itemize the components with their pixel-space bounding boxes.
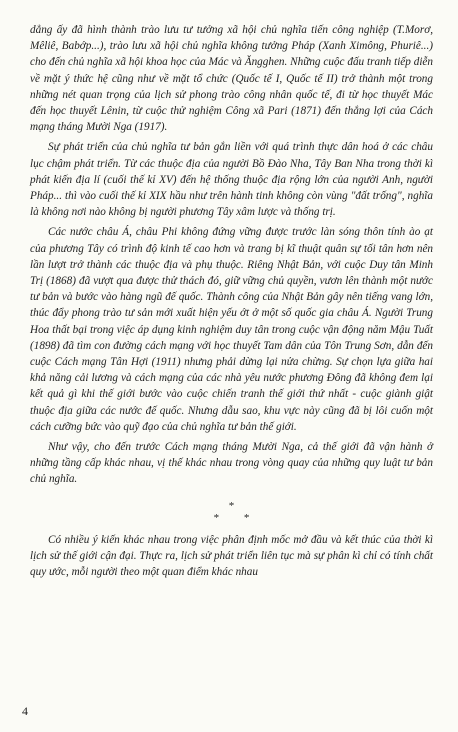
separator-top-star: * [228, 499, 235, 512]
page-body [30, 22, 433, 584]
separator-bottom-stars: * * [213, 511, 250, 524]
paragraph-4: Như vậy, cho đến trước Cách mạng tháng Mười Nga, cả thế giới đã vận hành ở những tầng cấp khác nhau, vị thế khác nhau trong vòng quay của những quy luật tư bản chủ nghĩa. [30, 441, 433, 486]
paragraph-5: Có nhiều ý kiến khác nhau trong việc phân định mốc mở đầu và kết thúc của thời kì lịch sử thế giới cận đại. Thực ra, lịch sử phát triển liên tục mà sự phân kì chỉ có tính chất quy ước, mỗi người theo một quan điểm khác nhau [30, 533, 433, 579]
paragraph-1: dẳng ấy đã hình thành trào lưu tư tưởng xã hội chủ nghĩa tiến công nghiệp (T.Morơ, Mêliê, Babớp...), trào lưu xã hội chủ nghĩa không tưởng Pháp (Xanh Ximông, Phuriê...) cho đến chủ nghĩa xã hội khoa học của Mác và Ăngghen. Những cuộc đấu tranh tiếp diễn về mặt ý thức hệ cũng như về mặt tổ chức (Quốc tế I, Quốc tế II) trở thành một trong những nét quan trọng của lịch sử phong trào công nhân quốc tế, đi từ học thuyết Mác đến học thuyết Lênin, từ cuộc thử nghiệm Công xã Pari (1871) đến thắng lợi của Cách mạng tháng Mười Nga (1917). [30, 24, 433, 134]
section-separator [30, 500, 433, 524]
page-number: 4 [22, 704, 28, 718]
paragraph-2: Sự phát triển của chủ nghĩa tư bản gắn liền với quá trình thực dân hoá ở các châu lục chậm phát triển. Từ các thuộc địa của người Bồ Đào Nha, Tây Ban Nha trong thời kì phát kiến địa lí (cuối thế kỉ XV) đến hệ thống thuộc địa rộng lớn của người Anh, người Pháp... thì vào cuối thế kỉ XIX hầu như trên hành tinh không còn vùng "đất trống", nghĩa là không nơi nào không bị người phương Tây xâm lược và thống trị. [30, 141, 433, 219]
paragraph-3: Các nước châu Á, châu Phi không đứng vững được trước làn sóng thôn tính ào ạt của phương Tây có trình độ kinh tế cao hơn và trang bị kĩ thuật quân sự tối tân hơn nên lần lượt trở thành các thuộc địa và phụ thuộc. Riêng Nhật Bản, với cuộc Duy tân Minh Trị (1868) đã vượt qua được thử thách đó, giữ vững chủ quyền, vươn lên thành một nước tư bản và bước vào hàng ngũ đế quốc. Thành công của Nhật Bản gây nên tiếng vang lớn, thúc đẩy phong trào tư sản mới xuất hiện yếu ớt ở một số quốc gia châu Á. Người Trung Hoa thất bại trong việc áp dụng kinh nghiệm duy tân trong cuộc vận động năm Mậu Tuất (1898) đã tìm con đường cách mạng với học thuyết Tam dân của Tôn Trung Sơn, dẫn đến cuộc Cách mạng Tân Hợi (1911) nhưng phải dừng lại nửa chừng. Sự chọn lựa giữa hai khả năng cải lương và cách mạng của các nhà yêu nước phương Đông đã không đem lại kết quả gì khi thế giới bước vào cuộc chiến tranh thế giới thứ nhất - cuộc giành giật thuộc địa giữa các nước đế quốc. Nhưng dẫu sao, khu vực này cũng đã bị lôi cuốn một cách cưỡng bức vào quỹ đạo của chủ nghĩa tư bản thế giới. [30, 226, 433, 433]
